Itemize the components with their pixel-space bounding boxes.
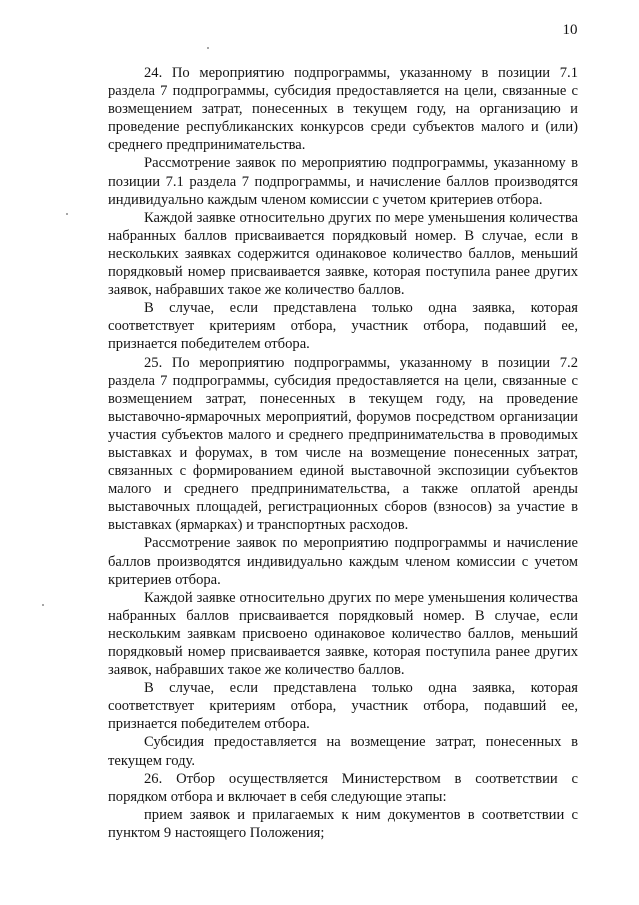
scan-speck: [66, 213, 68, 215]
scan-speck: [42, 604, 44, 606]
page-number: 10: [562, 22, 578, 38]
paragraph-25-ranking: Каждой заявке относительно других по мере уменьшения количества набранных баллов присваивается порядковый номер. В случае, если нескольким заявкам присвоено одинаковое количество баллов, меньший порядковый номер присваивается заявке, которая поступила ранее других заявок, набравших такое же количество баллов.: [108, 589, 578, 679]
paragraph-24-single-bid: В случае, если представлена только одна заявка, которая соответствует критериям отбора, участник отбора, подавший ее, признается победителем отбора.: [108, 300, 578, 353]
paragraph-26-stage-1: прием заявок и прилагаемых к ним документов в соответствии с пунктом 9 настоящего Положения;: [108, 806, 578, 841]
paragraph-24-review: Рассмотрение заявок по мероприятию подпрограммы, указанному в позиции 7.1 раздела 7 подпрограммы, и начисление баллов производятся индивидуально каждым членом комиссии с учетом критериев отбора.: [108, 155, 578, 208]
paragraph-25: 25. По мероприятию подпрограммы, указанному в позиции 7.2 раздела 7 подпрограммы, субсидия предоставляется на цели, связанные с возмещением затрат, понесенных в текущем году, на проведение выставочно-ярмарочных мероприятий, форумов посредством организации участия субъектов малого и среднего предпринимательства в проводимых выставках и форумах, в том числе на возмещение понесенных затрат, связанных с формированием единой выставочной экспозиции субъектов малого и среднего предпринимательства, а также оплатой аренды выставочных площадей, регистрационных сборов (взносов) за участие в выставках (ярмарках) и транспортных расходов.: [108, 354, 578, 534]
scan-speck: [207, 47, 209, 49]
paragraph-24-ranking: Каждой заявке относительно других по мере уменьшения количества набранных баллов присваивается порядковый номер. В случае, если в нескольких заявках содержится одинаковое количество баллов, меньший порядковый номер присваивается заявке, которая поступила ранее других заявок, набравших такое же количество баллов.: [108, 209, 578, 299]
paragraph-26: 26. Отбор осуществляется Министерством в соответствии с порядком отбора и включает в себя следующие этапы:: [108, 770, 578, 805]
paragraph-25-single-bid: В случае, если представлена только одна заявка, которая соответствует критериям отбора, участник отбора, подавший ее, признается победителем отбора.: [108, 680, 578, 733]
paragraph-25-subsidy: Субсидия предоставляется на возмещение затрат, понесенных в текущем году.: [108, 734, 578, 769]
document-body: [108, 64, 578, 842]
paragraph-24: 24. По мероприятию подпрограммы, указанному в позиции 7.1 раздела 7 подпрограммы, субсидия предоставляется на цели, связанные с возмещением затрат, понесенных в текущем году, на организацию и проведение республиканских конкурсов среди субъектов малого и (или) среднего предпринимательства.: [108, 65, 578, 154]
paragraph-25-review: Рассмотрение заявок по мероприятию подпрограммы и начисление баллов производятся индивидуально каждым членом комиссии с учетом критериев отбора.: [108, 535, 578, 588]
